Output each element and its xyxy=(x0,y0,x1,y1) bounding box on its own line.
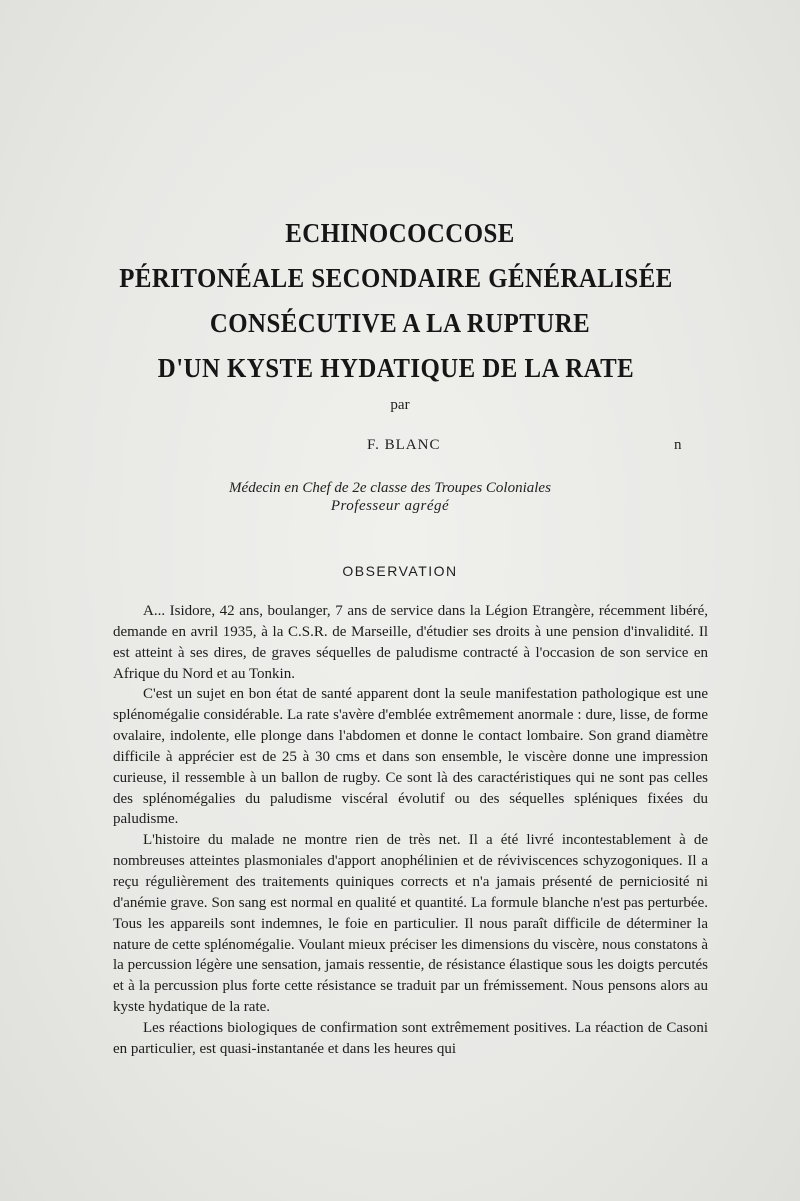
title-line-1: ECHINOCOCCOSE xyxy=(285,218,515,248)
title-line-4: D'UN KYSTE HYDATIQUE DE LA RATE xyxy=(157,353,635,383)
author-name: F. BLANC xyxy=(367,437,441,453)
title-line-3: CONSÉCUTIVE A LA RUPTURE xyxy=(209,308,591,338)
byline-par: par xyxy=(390,397,410,413)
paragraph: C'est un sujet en bon état de santé apparent dont la seule manifestation pathologique est une splénomégalie considérable. La rate s'avère d'emblée extrêmement anormale : dure, lisse, de forme ovalaire, indolente, elle plonge dans l'abdomen et donne le contact lombaire. Son grand diamètre difficile à apprécier est de 25 à 30 cms et dans son ensemble, le viscère donne une impression curieuse, il ressemble à un ballon de rugby. Ce sont là des caractéristiques qui ne sont pas celles des splénomégalies du paludisme viscéral évolutif ou des séquelles spléniques fixées du paludisme. xyxy=(113,686,708,828)
body-text xyxy=(113,601,708,1060)
section-heading: OBSERVATION xyxy=(342,563,458,579)
paragraph: Les réactions biologiques de confirmation sont extrêmement positives. La réaction de Casoni en particulier, est quasi-instantanée et dans les heures qui xyxy=(113,1019,708,1057)
paragraph: L'histoire du malade ne montre rien de très net. Il a été livré incontestablement à de nombreuses atteintes plasmoniales d'apport anophélinien et de réviviscences schyzogoniques. Il a reçu régulièrement des traitements quiniques corrects et n'a jamais présenté de perniciosité ni d'anémie grave. Son sang est normal en qualité et quantité. La formule blanche n'est pas perturbée. Tous les appareils sont indemnes, le foie en particulier. Il nous paraît difficile de déterminer la nature de cette splénomégalie. Voulant mieux préciser les dimensions du viscère, nous constatons à la percussion légère une sensation, jamais ressentie, de résistance élastique sous les doigts percutés et à la percussion plus forte cette résistance se traduit par un frémissement. Nous pensons alors au kyste hydatique de la rate. xyxy=(113,832,708,1016)
affiliation-line-2: Professeur agrégé xyxy=(330,498,450,514)
title-line-2: PÉRITONÉALE SECONDAIRE GÉNÉRALISÉE xyxy=(119,263,673,293)
paragraph: A... Isidore, 42 ans, boulanger, 7 ans de service dans la Légion Etrangère, récemment libéré, demande en avril 1935, à la C.S.R. de Marseille, d'étudier ses droits à une pension d'invalidité. Il est atteint à ses dires, de graves séquelles de paludisme contracté à l'occasion de son service en Afrique du Nord et au Tonkin. xyxy=(113,603,708,682)
margin-mark: n xyxy=(674,437,682,453)
affiliation-line-1: Médecin en Chef de 2e classe des Troupes Coloniales xyxy=(229,480,551,496)
